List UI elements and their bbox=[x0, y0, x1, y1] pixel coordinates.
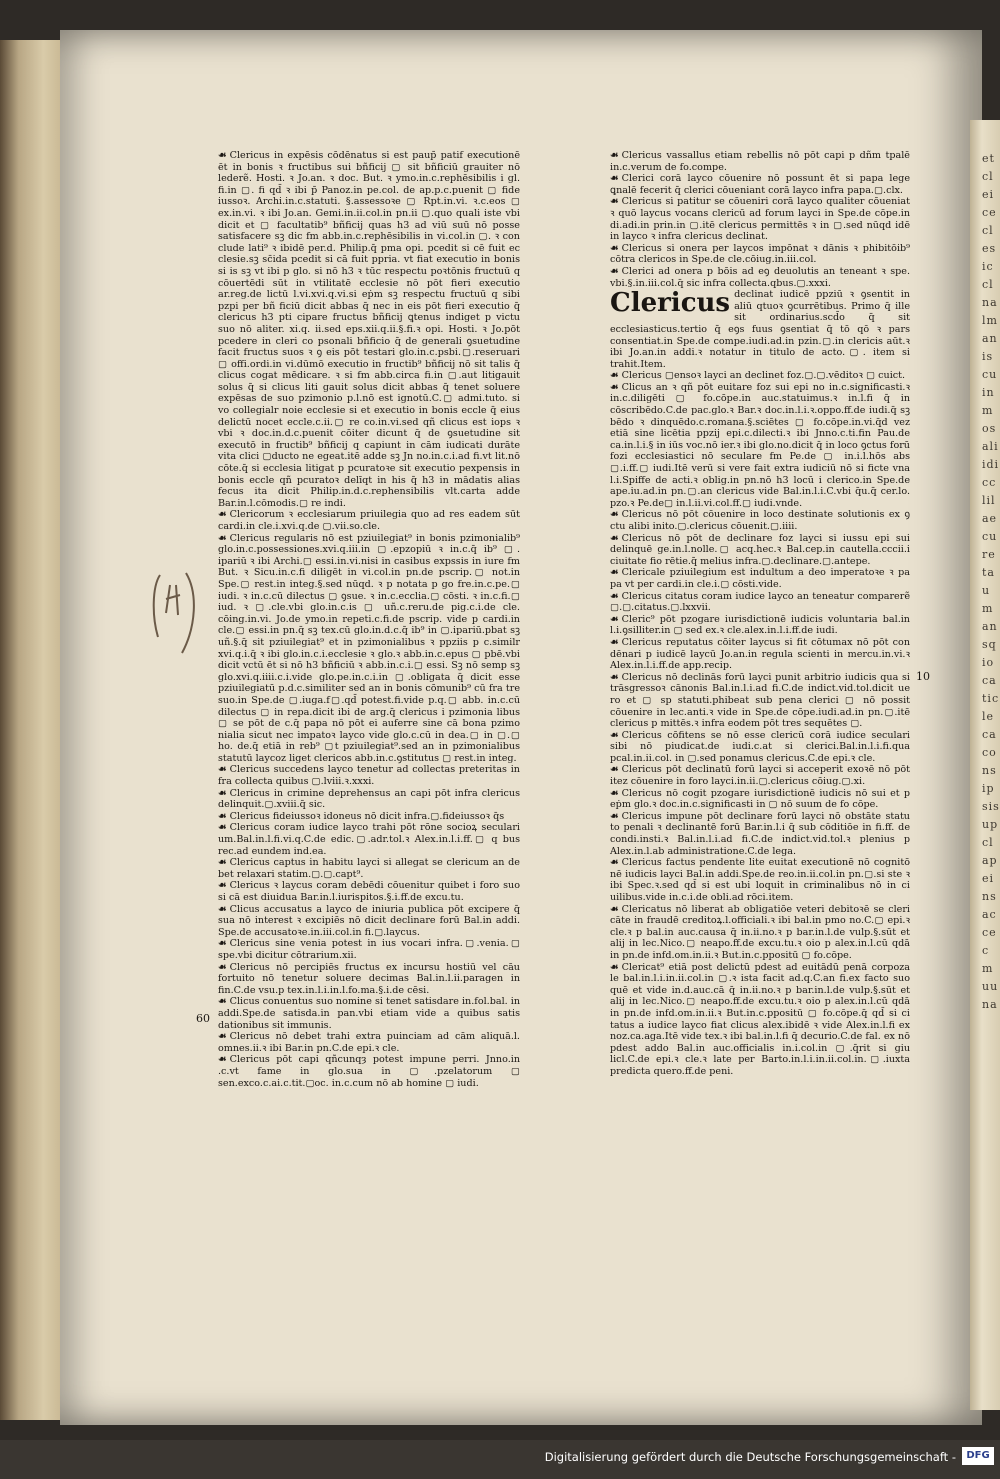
left-margin-number: 60 bbox=[196, 1012, 210, 1025]
right-text-column bbox=[610, 150, 910, 1078]
next-page-fragment: etcleiceclesicclnalmaniscuinmosaliidicclilaecuretaumansqiocaticlecaconsipsisupclapeinsaccecmuuna bbox=[982, 152, 1000, 1011]
right-margin-number: 10 bbox=[916, 670, 930, 683]
entry: ☙ Clericale pziuilegium est indultum a deo imperatoꝛe ꝛ pa pa vt per cardi.in cle.i.▢ cōsti.vide. bbox=[610, 567, 910, 590]
entry: ☙ Clicus accusatus a layco de iniuria publica pōt excipere q̄ sua nō interest ꝛ excipiēs nō dicit declinare forū Bal.in addi. Spe.de accusatoꝛe.in.iii.col.in fi.▢.laycus. bbox=[218, 903, 520, 938]
entry: ☙ Clericus succedens layco tenetur ad collectas preteritas in fra collecta quibus ▢.lviii.ꝛ.xxxi. bbox=[218, 764, 520, 788]
entry: ☙ Cleric⁹ pōt pzogare iurisdictionē iudicis voluntaria bal.in l.i.ꝯsilliter.in ▢ sed ex.ꝛ cle.alex.in.l.i.ff.de iudi. bbox=[610, 613, 910, 637]
entry: ☙ Clericus vassallus etiam rebellis nō pōt capi p dñm tpalē in.c.verum de fo.compe. bbox=[610, 150, 910, 173]
entry: ☙ Clericorum ꝛ ecclesiarum priuilegia quo ad res eadem sūt cardi.in cle.i.xvi.q.de ▢.vii.so.cle. bbox=[218, 509, 520, 532]
entry: ☙ Clericus nō percipiēs fructus ex incursu hostiū vel cāu fortuito nō tenetur soluere decimas Bal.in.l.ii.paragen in fin.C.de vsu.p tex.in.l.i.in.l.fo.ma.§.i.de cēsi. bbox=[218, 961, 520, 996]
entry: ☙ Clericus reputatus cōiter laycus si fit cōtumax nō pōt con dēnari p iudicē laycū Jo.an.in regula scienti in mercu.in.vi.ꝛ Alex.in.l.i.ff.de app.recip. bbox=[610, 636, 910, 672]
entry: ☙ Clericus pōt capi qñcunqȝ potest impune perri. Jnno.in .c.vt fame in glo.sua in ▢.pzelatorum ▢ sen.exco.c.ai.c.tit.▢oc. in.c.cum nō ab homine ▢ iudi. bbox=[218, 1054, 520, 1089]
entry: ☙ Clericus coram iudice layco trahi pōt rōne socioꝝ seculari um.Bal.in.l.fi.vi.q.C.de edic.▢.adr.tol.ꝛ Alex.in.l.i.ff.▢ q bus rec.ad eundem ind.ea. bbox=[218, 822, 520, 857]
entry: ☙ Clericus regularis nō est pziuilegiat⁹ in bonis pzimonialib⁹ glo.in.c.possessiones.xvi.q.iii.in ▢.epzopiū ꝛ in.c.q̄ ib⁹ ▢. ipariū ꝛ ibi Archi.▢ essi.in.vi.nisi in casibus expssis in iure fm But. ꝛ Sicu.in.c.fi diligēt in vi.col.in pn.de pscrip.▢ not.in Spe.▢ rest.in integ.§.sed nūqd. ꝛ p notata p go fre.in.c.pe.▢ iudi. ꝛ in.c.cū dilectus ▢ ꝯsue. ꝛ in.c.ecclia.▢ cōsti. ꝛ in.c.fi.▢ iud. ꝛ ▢.cle.vbi glo.in.c.is ▢ uñ.c.reru.de pig.c.i.de cle. cōing.in.vi. Jo.de ymo.in repeti.c.fi.de pscrip. vide p cardi.in cle.▢ essi.in pn.q̄ sꝫ tex.cū glo.in.d.c.q̄ ib⁹ in ▢.ipariū.pbat sꝫ uñ.§.q̄ sit pziuilegiat⁹ et in pzimonialibus ꝛ ppziis p c.similr xvi.q.i.q̄ ꝛ ibi glo.in.c.i.ecclesie ꝛ glo.ꝛ abb.in.c.epus ▢ pbē.vbi dicit vctū ēt si nō h3 bñficiū ꝛ abb.in.c.i.▢ essi. Sꝫ nō semp sꝫ glo.xvi.q.iiii.c.i.vide glo.pe.in.c.i.in ▢.obligata q̄ dicit esse pziuilegiatū p.d.c.similiter sed an in bonis cōmunib⁹ cū fra tre suo.in Spe.de ▢.iuga.f▢.qd̄ potest.fi.vide p.q.▢ abb. in.c.cū dilectus ▢ in repa.dicit ibi de arg.q̄ clericus i pzimonia libus ▢ se pōt de c.q̄ papa nō pōt ei auferre sine cā bona pzimo nialia sicut nec impatoꝛ layco vide glo.c.cū in dea.▢ in ▢.▢ ho. de.q̄ etiā in reb⁹ ▢t pziuilegiat⁹.sed an in pzimonialibus statutū laycoz liget clericos abb.in.c.ꝯstitutus ▢ rest.in integ. bbox=[218, 532, 520, 764]
entry: ☙ Clericus nō debet trahi extra puinciam ad cām aliquā.l. omnes.ii.ꝛ ibi Bar.in pn.C.de epi.ꝛ cle. bbox=[218, 1031, 520, 1054]
entry: ☙ Clerici ad onera p bōis ad eꝯ deuolutis an teneant ꝛ spe. vbi.§.in.iii.col.q̄ sic infra collecta.qbus.▢.xxxi. bbox=[610, 265, 910, 289]
entry: ☙ Clericus pōt declinatū forū layci si acceperit exoꝛē nō pōt itez cōuenire in foro layci.in.ii.▢.clericus cōiug.▢.xi. bbox=[610, 764, 910, 788]
entry: ☙ Clericus si patitur se cōueniri corā layco qualiter cōueniat ꝛ quō laycus vocans clericū ad forum layci in Spe.de cōpe.in di.adi.in prin.in ▢.itē clericus permittēs ꝛ in ▢.sed nūqd idē in layco ꝛ infra clericus declinat. bbox=[610, 196, 910, 243]
entry: ☙ Clericus cōfitens se nō esse clericū corā iudice seculari sibi nō piudicat.de iudi.c.at si clerici.Bal.in.l.i.fi.qua pcal.in.ii.col. in ▢.sed ponamus clericus.C.de epi.ꝛ cle. bbox=[610, 729, 910, 764]
entry: ☙ Clericatus nō liberat ab obligatiōe veteri debitoꝛē se cleri cāte in fraudē creditoꝝ.l.officiali.ꝛ ibi bal.in pmo no.C.▢ epi.ꝛ cle.ꝛ p bal.in auc.causa q̄ in.ii.no.ꝛ p bar.in.l.de vulp.§.sūt et alij in lec.Nico.▢ neapo.ff.de excu.tu.ꝛ oio p alex.in.l.cū qdā in pn.de infd.om.in.ii.ꝛ But.in.c.ppositū ▢ fo.cōpe. bbox=[610, 903, 910, 961]
dfg-logo: DFG bbox=[962, 1447, 994, 1465]
footer-credit: Digitalisierung gefördert durch die Deutsche Forschungsgemeinschaft - bbox=[544, 1450, 956, 1464]
entry: ☙ Clericus in crimine deprehensus an capi pōt infra clericus delinquit.▢.xviii.q̄ sic. bbox=[218, 787, 520, 811]
entry: ☙ Clicus an ꝛ qñ pōt euitare foz sui epi no in.c.significasti.ꝛ in.c.diligēti ▢ fo.cōpe.in auc.statuimus.ꝛ in.l.fi q̄ in cōscribēdo.C.de pac.glo.ꝛ Bar.ꝛ doc.in.l.i.ꝛ.oppo.ff.de iudi.q̄ sꝫ bēdo ꝛ dinquēdo.c.romana.§.sciētes ▢ fo.cōpe.in.vi.q̄d vez etiā sine licētia ppzij epi.c.dilecti.ꝛ ibi Jnno.c.ti.fin Pau.de ca.in.l.i.§ in iūs voc.nō ier.ꝛ ibi glo.no.dicit q̄ in loco ꝯctus forū fozi ecclesiastici nō seculare fm Pe.de ▢ in.i.l.hōs abs ▢.i.ff.▢ iudi.Itē verū si vere fait extra iudiciū nō si ficte vna l.i.Spiffe de acti.ꝛ oblig.in pn.nō h3 locū i clerico.in Spe.de ape.iu.ad.in pn.▢.an clericus vide Bal.in.l.i.C.vbi q̄u.q̄ cer.lo. pzo.ꝛ Pe.de▢ in.l.ii.vi.col.ff.▢ iudi.vnde. bbox=[610, 381, 910, 509]
entry: ☙ Clericus ꝛ laycus coram debēdi cōuenitur quibet i foro suo si cā est diuidua Bar.in.l.iurispitos.§.i.ff.de excu.tu. bbox=[218, 880, 520, 903]
entry: ☙ Clericus nō pōt de declinare foz layci si iussu epi sui delinquē ge.in.l.nolle.▢ acq.hec.ꝛ Bal.cep.in cautella.cccii.i ciuitate fio rētie.q̄ melius infra.▢.declinare.▢.antepe. bbox=[610, 532, 910, 567]
section-heading-word: Clericus bbox=[610, 288, 731, 319]
entry: ☙ Clericus nō cogit pzogare iurisdictionē iudicis nō sui et p eṗm glo.ꝛ doc.in.c.significasti in ▢ nō suum de fo cōpe. bbox=[610, 787, 910, 811]
entry: ☙ Clericat⁹ etiā post delictū pdest ad euitādū penā corpoza le bal.in.l.i.in.ii.col.in ▢.ꝛ ista facit ad.q.C.an fi.ex facto suo quē et vide in.d.auc.cā q̄ in.ii.no.ꝛ p bar.in.l.de vulp.§.sūt et alij in lec.Nico.▢ neapo.ff.de excu.tu.ꝛ oio p alex.in.l.cū qdā in pn.de infd.om.in.ii.ꝛ But.in.c.ppositū ▢ fo.cōpe.q̄ qd̄ si ci tatus a iudice layco fiat clicus alex.ibidē ꝛ vide Alex.in.l.fi ex noz.ca.aga.Itē vide tex.ꝛ ibi bal.in.l.fi q̄ decurio.C.de fal. ex nō pdest addo Bal.in auc.officialis in.i.col.in ▢.q̄rit si giu licl.C.de epi.ꝛ cle.ꝛ late per Barto.in.l.i.in.ii.col.in.▢.iuxta predicta quero.ff.de peni. bbox=[610, 961, 910, 1077]
section-heading-entry: Clericus declinat iudicē ppziū ꝛ ꝯsentit in aliū qtuoꝛ ꝯcurrētibus. Primo q̄ ille sit ordinarius.scd̄o q̄ sit ecclesiasticus.tertio q̄ eꝯs fuus ꝯsentiat q̄ tō qō ꝛ pars consentiat.in Spe.de compe.iudi.ad.in pzin.▢.in clericis aūt.ꝛ ibi Jo.an.in addi.ꝛ notatur in titulo de acto.▢. item si trahit.Item. bbox=[610, 288, 910, 370]
entry: ☙ Clericus ▢ensoꝛ layci an declinet foz.▢.▢.vēditoꝛ ▢ cuict. bbox=[610, 370, 906, 382]
left-text-column bbox=[218, 150, 520, 1089]
book-page-edges-left bbox=[0, 40, 62, 1420]
entry: ☙ Clicus conuentus suo nomine si tenet satisdare in.fol.bal. in addi.Spe.de satisda.in pan.vbi etiam vide a quibus satis dationibus sit immunis. bbox=[218, 996, 520, 1031]
entry: ☙ Clericus in expēsis cōdēnatus si est paup̄ patif executionē ēt in bonis ꝛ fructibus sui bñficij ▢ sit bñficiū grauiter nō lederẽ. Hosti. ꝛ Jo.an. ꝛ doc. But. ꝛ ymo.in.c.rephēsibilis i gl. fi.in ▢. fi qd̄ ꝛ ibi p̄ Panoz.in pe.col. de ap.p.c.puenit ▢ fide iussoꝛ. Archi.in.c.statuti. §.assessoꝛe ▢ Rpt.in.vi. ꝛ.c.eos ▢ ex.in.vi. ꝛ ibi Jo.an. Gemi.in.ii.col.in pn.ii ▢.quo quali iste vbi dicit et ▢ facultatib⁹ bñficij quas h3 ad viū suū nō posse satisfacere sꝫ dic fm abb.in.c.rephēsibilis in vi.col.in ▢. ꝛ con clude lati⁹ ꝛ ibidē per.d. Philip.q̄ pma opi. pcedit si cē fuit ec clesie.sꝫ sc̄ida pcedit si cā fuit ppria. vt fiat executio in bonis si is sꝫ vt ibi p glo. si nō h3 ꝛ tūc respectu poꝛtōnis fructuū q cōuertēdi sūt in vtilitatē ecclesie nō pōt fieri executio ar.reg.de lictū l.vi.xvi.q.vi.si eṗm sꝫ respectu fructuū q sibi pzpi per bñ ficiū dicit abbas q̄ nec in eis pōt fieri executio q̄ clericus h3 pti cipare fructus bñficij ꝗtenus indiget p victu suo nō aliter. xi.q. ii.sed eps.xii.q.ii.§.fi.ꝛ opi. Hosti. ꝛ Jo.pōt pcedere in cleri co psonali bñficio q̄ de generali ꝯsuetudine facit fructus suos ꝛ ꝯ eis pōt testari glo.in.c.psbi.▢.reseruari ▢ offi.ordi.in vi.dūmō executio in fructib⁹ bñficij nō sit talis q̄ clicus cogat mēdicare. ꝛ si fm abb.circa fi.in ▢.aut litigauit solus q̄ si clicus liti gauit solus dicit abbas q̄ tenet soluere expēsas de suo pzimonio p.l.nō est ignotū.C.▢ admi.tuto. si vo collegialr noie ecclesie si et executio in bonis eccle q̄ eius delictū nocet eccle.c.ii.▢ re co.in.vi.sed qñ clicus est iops ꝛ vbi ꝛ doc.in.d.c.puenit cōiter dicunt q̄ de ꝯsuetudine sit executō in fructib⁹ bñficij q capiunt in cām iudicati durāte vita clici ▢ducto ne egeat.itē adde sꝫ Jn no.in.c.i.ad fi.vt lit.nō cōte.q̄ si ecclesia litigat p pcuratoꝛe sit executio pexpensis in bonis eccle qñ pcuratoꝛ delīqt in his q̄ h3 in mādatis alias fecus ita dicit Philip.in.d.c.rephensibilis vlt.carta adde Bar.in.l.cōmodis.▢ re indi. bbox=[218, 150, 520, 509]
handwritten-marginal-note bbox=[148, 565, 200, 660]
entry: ☙ Clericus factus pendente lite euitat executionē nō cognitō nē iudicis layci Bal.in addi.Spe.de reo.in.ii.col.in pn.▢.si ste ꝛ ibi Spec.ꝛ.sed qd̄ si est ubi loquit in criminalibus nō in ci uilibus.vide in.c.i.de obli.ad rōci.item. bbox=[610, 857, 910, 903]
entry: ☙ Clericus nō declinās forū layci punit arbitrio iudicis qua si trāsgressoꝛ cānonis Bal.in.l.i.ad fi.C.de indict.vid.tol.dicit ue ro et ▢ sp statuti.phibeat sub pena clerici ▢ nō possit cōuenire in lec.anti.ꝛ vide in Spe.de cōpe.iudi.ad.in pn.▢.itē clericus p mittēs.ꝛ infra eodem pōt tres sequētes ▢. bbox=[610, 671, 910, 730]
entry: ☙ Clericus nō pōt cōuenire in loco destinate solutionis ex ꝯ ctu alibi inito.▢.clericus cōuenit.▢.iiii. bbox=[610, 509, 910, 532]
entry: ☙ Clericus captus in habitu layci si allegat se clericum an de bet relaxari statim.▢.▢.capt⁹. bbox=[218, 857, 520, 880]
entry: ☙ Clericus sine venia potest in ius vocari infra.▢.venia.▢ spe.vbi dicitur cōtrarium.xii. bbox=[218, 938, 520, 961]
entry: ☙ Clericus fideiussoꝛ idoneus nō dicit infra.▢.fideiussoꝛ q̄s bbox=[218, 810, 505, 822]
entry: ☙ Clerici corā layco cōuenire nō possunt ēt si papa lege ꝗnalē fecerit q̄ clerici cōueniant corā layco infra papa.▢.clx. bbox=[610, 173, 910, 196]
entry: ☙ Clericus si onera per laycos impōnat ꝛ dānis ꝛ phibitōib⁹ cōtra clericos in Spe.de cle.cōiug.in.iii.col. bbox=[610, 242, 910, 266]
entry: ☙ Clericus impune pōt declinare forū layci nō obstāte statu to penali ꝛ declinantē forū Bar.in.l.i q̄ sub cōditiōe in fi.ff. de condi.insti.ꝛ Bal.in.l.i.ad fi.C.de indict.vid.tol.ꝛ plenius p Alex.in.l.ab administratione.C.de lega. bbox=[610, 810, 910, 857]
entry: ☙ Clericus citatus coram iudice layco an teneatur comparerẽ ▢.▢.citatus.▢.lxxvii. bbox=[610, 590, 910, 614]
